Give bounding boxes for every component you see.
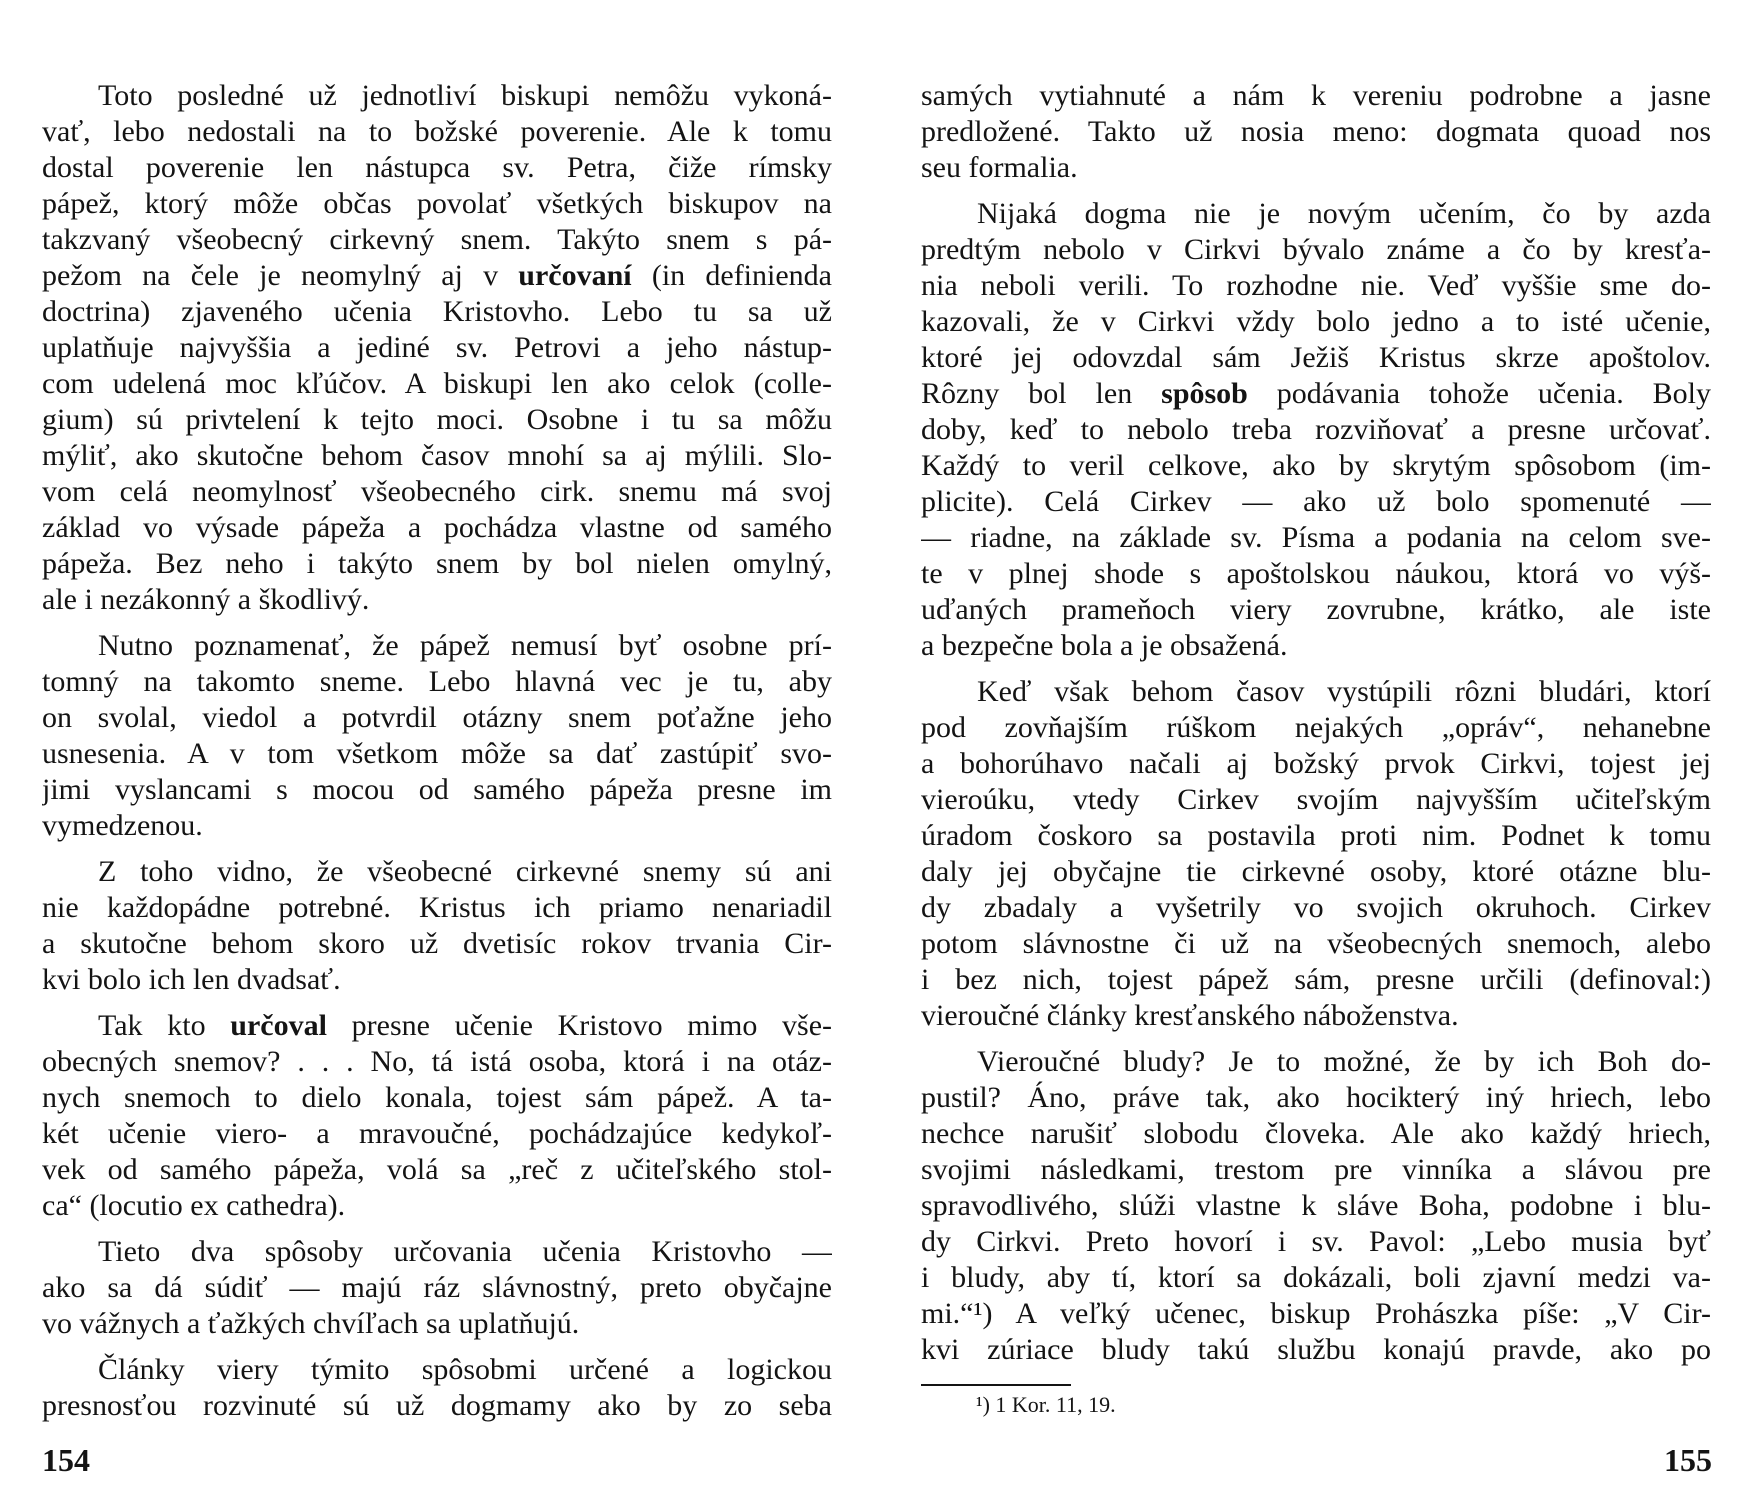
text-line: on svolal, viedol a potvrdil otázny snem poťažne jeho xyxy=(42,701,832,734)
right-text-column xyxy=(921,78,1711,1368)
text-line: Toto posledné už jednotliví biskupi nemôžu vykoná- xyxy=(98,79,832,112)
text-line: jimi vyslancami s mocou od samého pápeža presne im xyxy=(42,773,832,806)
text-line: tomný na takomto sneme. Lebo hlavná vec je tu, aby xyxy=(42,665,832,698)
text-line: Tieto dva spôsoby určovania učenia Kristovho — xyxy=(98,1235,832,1268)
text-line: nie každopádne potrebné. Kristus ich priamo nenariadil xyxy=(42,891,832,924)
text-line: presnosťou rozvinuté sú už dogmamy ako by zo seba xyxy=(42,1389,832,1422)
text-line: usnesenia. A v tom všetkom môže sa dať zastúpiť svo- xyxy=(42,737,832,770)
text-line: doby, keď to nebolo treba rozviňovať a presne určovať. xyxy=(921,413,1711,446)
text-line: gium) sú privtelení k tejto moci. Osobne i tu sa môžu xyxy=(42,403,832,436)
text-line: Z toho vidno, že všeobecné cirkevné snemy sú ani xyxy=(98,855,832,888)
text-line: doctrina) zjaveného učenia Kristovho. Lebo tu sa už xyxy=(42,295,832,328)
text-line: Keď však behom časov vystúpili rôzni bludári, ktorí xyxy=(977,675,1711,708)
text-line: te v plnej shode s apoštolskou náukou, ktorá vo výš- xyxy=(921,557,1711,590)
text-line: vom celá neomylnosť všeobecného cirk. snemu má svoj xyxy=(42,475,832,508)
text-line: spravodlivého, slúži vlastne k sláve Boha, podobne i blu- xyxy=(921,1189,1711,1222)
text-line: a bohorúhavo načali aj božský prvok Cirkvi, tojest jej xyxy=(921,747,1711,780)
text-line: plicite). Celá Cirkev — ako už bolo spomenuté — xyxy=(921,485,1711,518)
text-line: vať, lebo nedostali na to božské poverenie. Ale k tomu xyxy=(42,115,832,148)
footnote: ¹) 1 Kor. 11, 19. xyxy=(976,1392,1116,1417)
text-line: ca“ (locutio ex cathedra). xyxy=(42,1189,346,1222)
text-line: vieroúku, vtedy Cirkev svojím najvyšším učiteľským xyxy=(921,783,1711,816)
text-line: Tak kto určoval presne učenie Kristovo mimo vše- xyxy=(98,1009,832,1042)
text-line: Články viery týmito spôsobmi určené a logickou xyxy=(98,1353,832,1386)
text-line: pustil? Áno, práve tak, ako hocikterý iný hriech, lebo xyxy=(921,1081,1711,1114)
text-line: ktoré jej odovzdal sám Ježiš Kristus skrze apoštolov. xyxy=(921,341,1711,374)
text-line: ale i nezákonný a škodlivý. xyxy=(42,583,370,616)
text-line: ako sa dá súdiť — majú ráz slávnostný, preto obyčajne xyxy=(42,1271,832,1304)
text-line: samých vytiahnuté a nám k vereniu podrobne a jasne xyxy=(921,79,1711,112)
text-line: potom slávnostne či už na všeobecných snemoch, alebo xyxy=(921,927,1711,960)
text-line: dy zbadaly a vyšetrily vo svojich okruhoch. Cirkev xyxy=(921,891,1711,924)
text-line: vek od samého pápeža, volá sa „reč z učiteľského stol- xyxy=(42,1153,832,1186)
text-line: kvi zúriace bludy takú službu konajú pravde, ako po xyxy=(921,1333,1711,1366)
text-line: obecných snemov? . . . No, tá istá osoba, ktorá i na otáz- xyxy=(42,1045,832,1078)
text-line: vieroučné články kresťanského náboženstva. xyxy=(921,999,1459,1032)
text-line: nia neboli verili. To rozhodne nie. Veď vyššie sme do- xyxy=(921,269,1711,302)
text-line: uplatňuje najvyššia a jediné sv. Petrovi a jeho nástup- xyxy=(42,331,832,364)
text-line: predložené. Takto už nosia meno: dogmata quoad nos xyxy=(921,115,1711,148)
text-line: daly jej obyčajne tie cirkevné osoby, ktoré otázne blu- xyxy=(921,855,1711,888)
text-line: uďaných prameňoch viery zovrubne, krátko, ale iste xyxy=(921,593,1711,626)
text-line: svojimi následkami, trestom pre vinníka a slávou pre xyxy=(921,1153,1711,1186)
page-number: 154 xyxy=(42,1442,90,1478)
text-line: nych snemoch to dielo konala, tojest sám pápež. A ta- xyxy=(42,1081,832,1114)
text-line: com udelená moc kľúčov. A biskupi len ako celok (colle- xyxy=(42,367,832,400)
text-line: kazovali, že v Cirkvi vždy bolo jedno a to isté učenie, xyxy=(921,305,1711,338)
text-line: i bez nich, tojest pápež sám, presne určili (definoval:) xyxy=(921,963,1711,996)
footnote-divider xyxy=(921,1384,1071,1386)
text-line: pápež, ktorý môže občas povolať všetkých biskupov na xyxy=(42,187,832,220)
text-line: a bezpečne bola a je obsažená. xyxy=(921,629,1288,662)
text-line: két učenie viero- a mravoučné, pochádzajúce kedykoľ- xyxy=(42,1117,832,1150)
text-line: i bludy, aby tí, ktorí sa dokázali, boli zjavní medzi va- xyxy=(921,1261,1711,1294)
text-line: úradom čoskoro sa postavila proti nim. Podnet k tomu xyxy=(921,819,1711,852)
text-line: vo vážnych a ťažkých chvíľach sa uplatňujú. xyxy=(42,1307,580,1340)
text-line: mi.“¹) A veľký učenec, biskup Prohászka píše: „V Cir- xyxy=(921,1297,1711,1330)
text-line: Rôzny bol len spôsob podávania tohože učenia. Boly xyxy=(921,377,1711,410)
text-line: predtým nebolo v Cirkvi bývalo známe a čo by kresťa- xyxy=(921,233,1711,266)
text-line: mýliť, ako skutočne behom časov mnohí sa aj mýlili. Slo- xyxy=(42,439,832,472)
text-line: dostal poverenie len nástupca sv. Petra, čiže rímsky xyxy=(42,151,832,184)
text-line: Vieroučné bludy? Je to možné, že by ich Boh do- xyxy=(977,1045,1711,1078)
right-page xyxy=(876,0,1752,1500)
text-line: základ vo výsade pápeža a pochádza vlastne od samého xyxy=(42,511,832,544)
text-line: Nutno poznamenať, že pápež nemusí byť osobne prí- xyxy=(98,629,832,662)
text-line: takzvaný všeobecný cirkevný snem. Takýto snem s pá- xyxy=(42,223,832,256)
text-line: a skutočne behom skoro už dvetisíc rokov trvania Cir- xyxy=(42,927,832,960)
text-line: nechce narušiť slobodu človeka. Ale ako každý hriech, xyxy=(921,1117,1711,1150)
text-line: Každý to veril celkove, ako by skrytým spôsobom (im- xyxy=(921,449,1711,482)
text-line: — riadne, na základe sv. Písma a podania na celom sve- xyxy=(921,521,1711,554)
text-line: Nijaká dogma nie je novým učením, čo by azda xyxy=(977,197,1711,230)
text-line: pod zovňajším rúškom nejakých „opráv“, nehanebne xyxy=(921,711,1711,744)
text-line: vymedzenou. xyxy=(42,809,203,842)
text-line: kvi bolo ich len dvadsať. xyxy=(42,963,341,996)
text-line: pápeža. Bez neho i takýto snem by bol nielen omylný, xyxy=(42,547,832,580)
text-line: seu formalia. xyxy=(921,151,1078,184)
page-number: 155 xyxy=(1664,1442,1712,1478)
text-line: pežom na čele je neomylný aj v určovaní (in definienda xyxy=(42,259,832,292)
text-line: dy Cirkvi. Preto hovorí i sv. Pavol: „Lebo musia byť xyxy=(921,1225,1711,1258)
left-text-column xyxy=(42,78,832,1424)
